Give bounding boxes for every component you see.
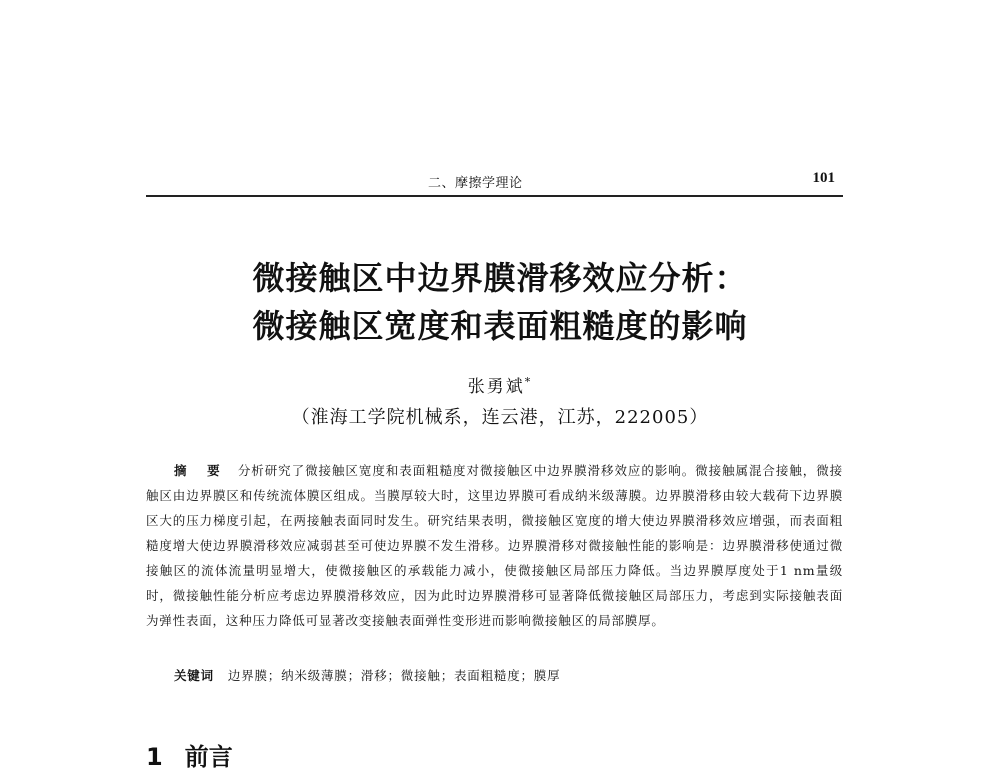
author <box>0 372 1000 397</box>
running-header <box>146 170 843 192</box>
section-title: 前言 <box>184 743 233 771</box>
keywords <box>174 666 843 684</box>
paper-title-line-2: 微接触区宽度和表面粗糙度的影响 <box>252 307 748 345</box>
running-header-section: 二、摩擦学理论 <box>428 176 523 191</box>
abstract-label: 摘 要 <box>174 463 228 478</box>
author-name: 张勇斌 <box>467 377 525 397</box>
keywords-label: 关键词 <box>174 668 214 683</box>
abstract-text: 分析研究了微接触区宽度和表面粗糙度对微接触区中边界膜滑移效应的影响。微接触属混合接触，微接触区由边界膜区和传统流体膜区组成。当膜厚较大时，这里边界膜可看成纳米级薄膜。边界膜滑移由较大载荷下边界膜区大的压力梯度引起，在两接触表面同时发生。研究结果表明，微接触区宽度的增大使边界膜滑移效应增强，而表面粗糙度增大使边界膜滑移效应减弱甚至可使边界膜不发生滑移。边界膜滑移对微接触性能的影响是：边界膜滑移使通过微接触区的流体流量明显增大，使微接触区的承载能力减小，使微接触区局部压力降低。当边界膜厚度处于1 nm量级时，微接触性能分析应考虑边界膜滑移效应，因为此时边界膜滑移可显著降低微接触区局部压力，考虑到实际接触表面为弹性表面，这种压力降低可显著改变接触表面弹性变形进而影响微接触区的局部膜厚。 <box>146 463 843 628</box>
keywords-text: 边界膜；纳米级薄膜；滑移；微接触；表面粗糙度；膜厚 <box>227 668 561 683</box>
header-rule <box>146 195 843 197</box>
section-number: 1 <box>146 743 163 771</box>
section-heading <box>146 737 233 772</box>
author-footnote-mark: * <box>524 375 533 389</box>
paper-title-line-1: 微接触区中边界膜滑移效应分析： <box>252 259 748 297</box>
page-number: 101 <box>812 170 835 186</box>
author-affiliation: （淮海工学院机械系，连云港，江苏，222005） <box>291 407 709 428</box>
abstract <box>146 458 843 633</box>
